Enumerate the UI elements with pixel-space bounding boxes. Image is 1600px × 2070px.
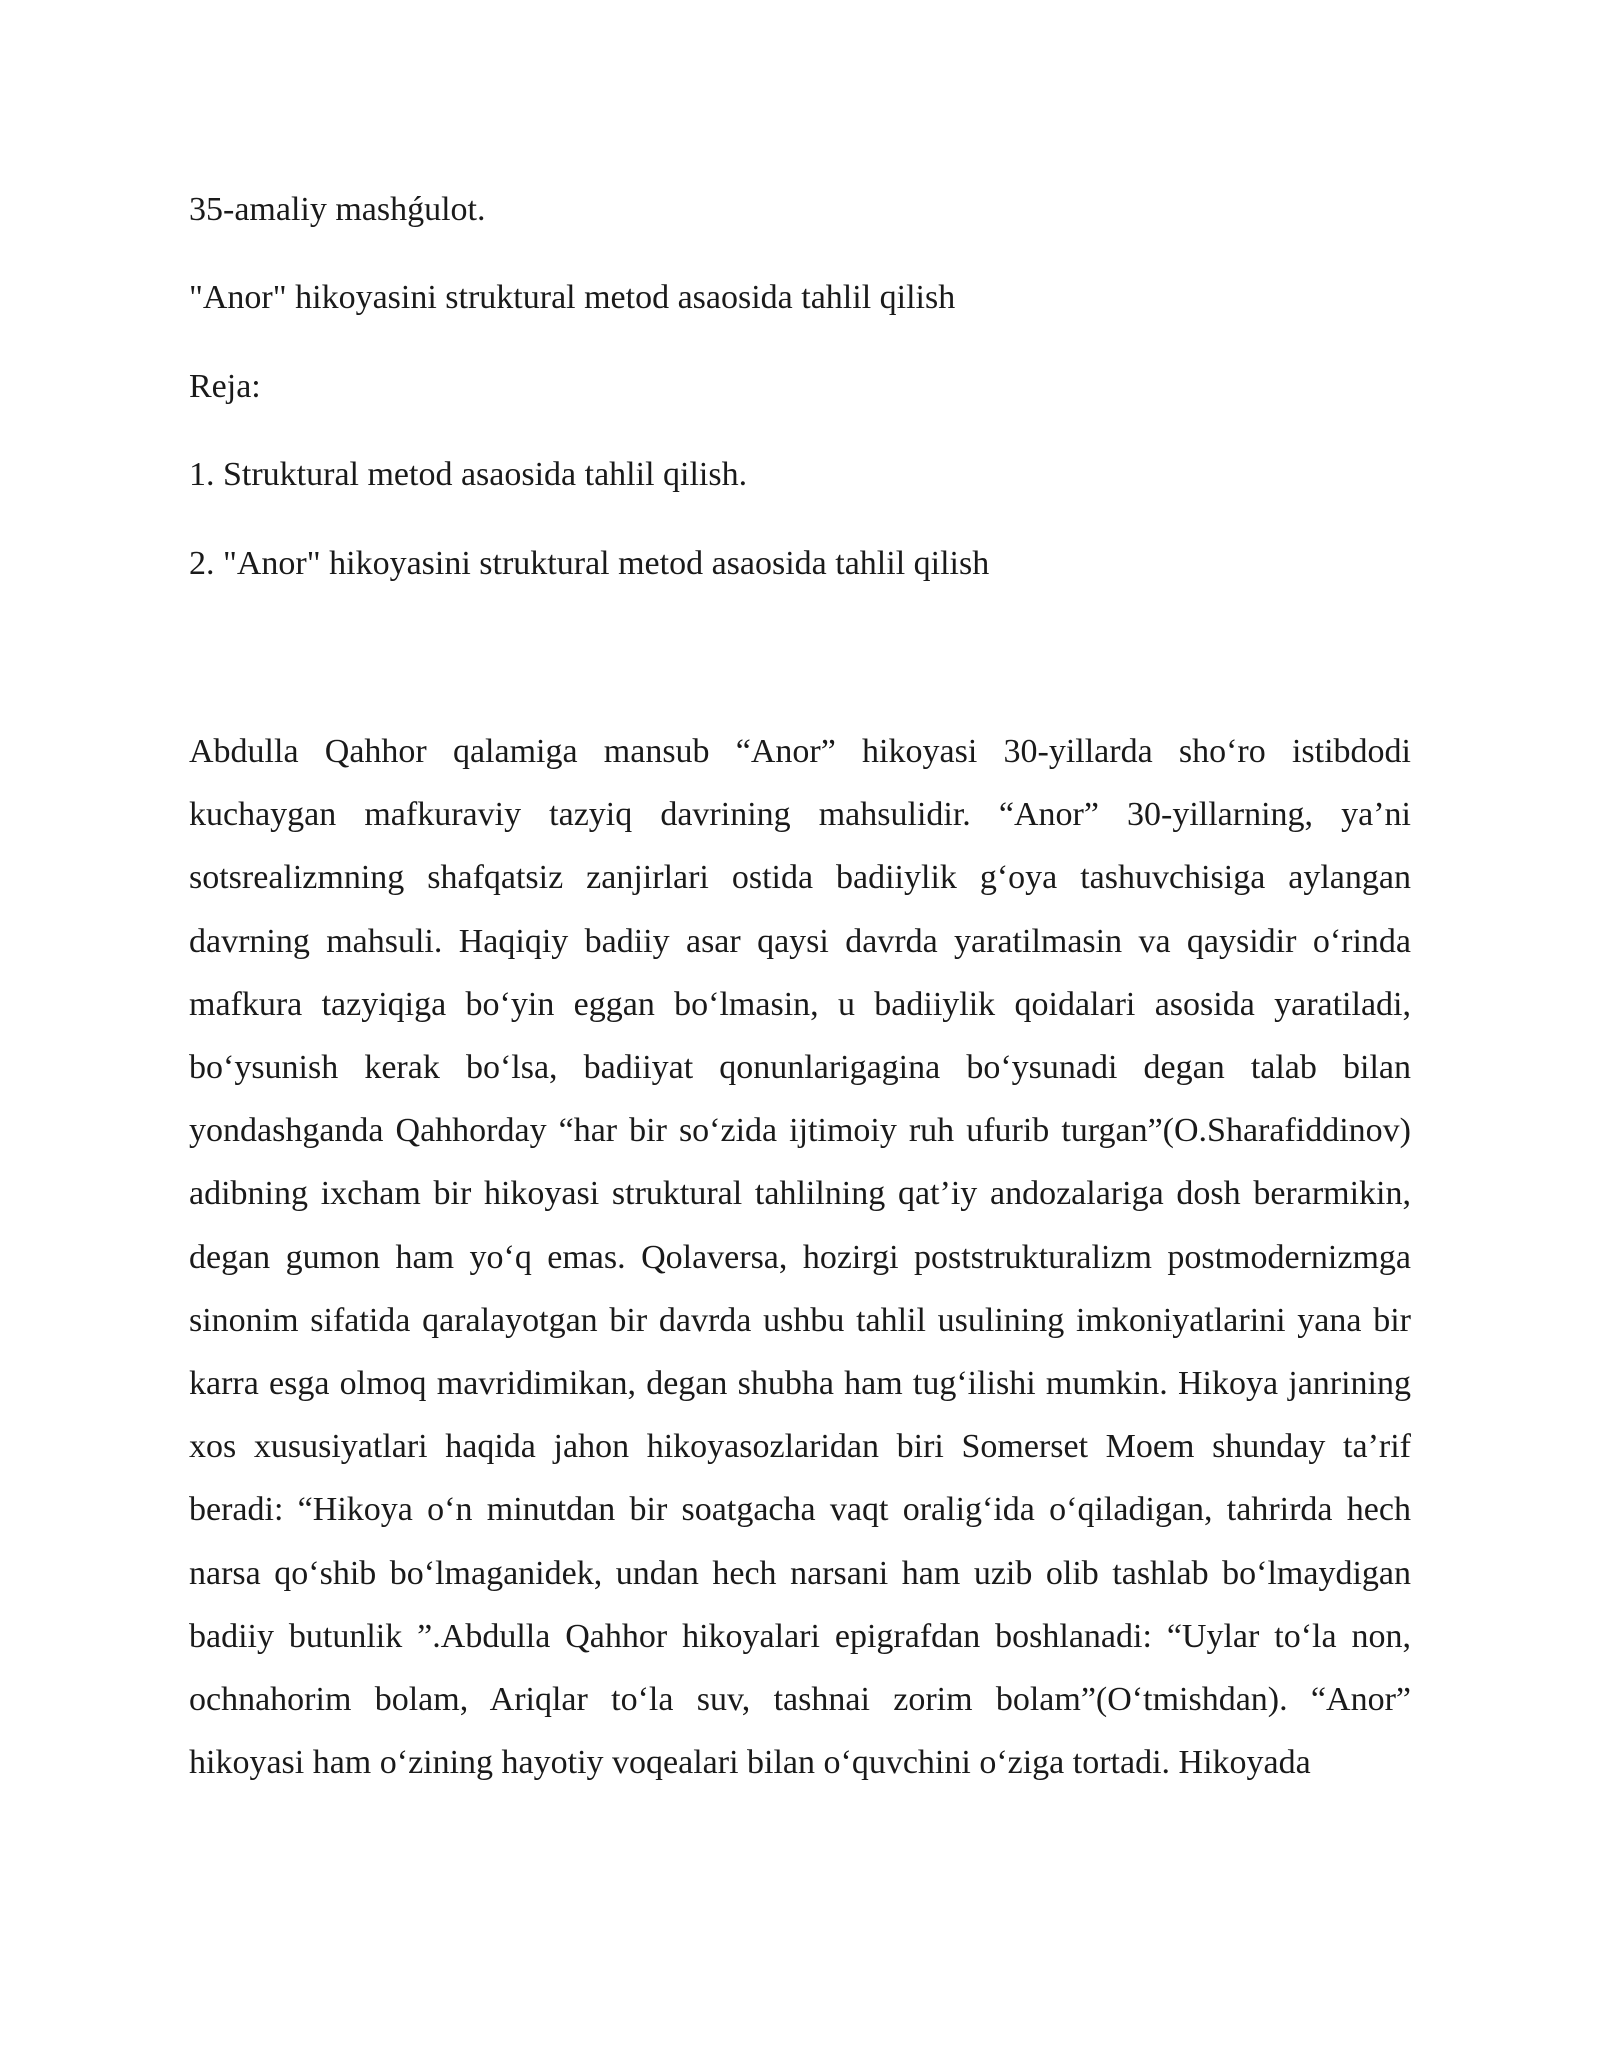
plan-item-1: 1. Struktural metod asaosida tahlil qilish. (189, 456, 748, 493)
body-paragraph: Abdulla Qahhor qalamiga mansub “Anor” hikoyasi 30-yillarda sho‘ro istibdodi kuchaygan mafkuraviy tazyiq davrining mahsulidir. “Anor” 30-yillarning, ya’ni sotsrealizmning shafqatsiz zanjirlari ostida badiiylik g‘oya tashuvchisiga aylangan davrning mahsuli. Haqiqiy badiiy asar qaysi davrda yaratilmasin va qaysidir o‘rinda mafkura tazyiqiga bo‘yin eggan bo‘lmasin, u badiiylik qoidalari asosida yaratiladi, bo‘ysunish kerak bo‘lsa, badiiyat qonunlarigagina bo‘ysunadi degan talab bilan yondashganda Qahhorday “har bir so‘zida ijtimoiy ruh ufurib turgan”(O.Sharafiddinov) adibning ixcham bir hikoyasi struktural tahlilning qat’iy andozalariga dosh berarmikin, degan gumon ham yo‘q emas. Qolaversa, hozirgi poststrukturalizm postmodernizmga sinonim sifatida qaralayotgan bir davrda ushbu tahlil usulining imkoniyatlarini yana bir karra esga olmoq mavridimikan, degan shubha ham tug‘ilishi mumkin. Hikoya janrining xos xususiyatlari haqida jahon hikoyasozlaridan biri Somerset Moem shunday ta’rif beradi: “Hikoya o‘n minutdan bir soatgacha vaqt oralig‘ida o‘qiladigan, tahrirda hech narsa qo‘shib bo‘lmaganidek, undan hech narsani ham uzib olib tashlab bo‘lmaydigan badiiy butunlik ”.Abdulla Qahhor hikoyalari epigrafdan boshlanadi: “Uylar to‘la non, ochnahorim bolam, Ariqlar to‘la suv, tashnai zorim bolam”(O‘tmishdan). “Anor” hikoyasi ham o‘zining hayotiy voqealari bilan o‘quvchini o‘ziga tortadi. Hikoyada (189, 733, 1411, 1782)
document-title: 35-amaliy mashǵulot. (189, 191, 486, 228)
document-subtitle: "Anor" hikoyasini struktural metod asaosida tahlil qilish (189, 279, 956, 316)
plan-label: Reja: (189, 368, 261, 405)
plan-item-2: 2. "Anor" hikoyasini struktural metod asaosida tahlil qilish (189, 545, 990, 582)
